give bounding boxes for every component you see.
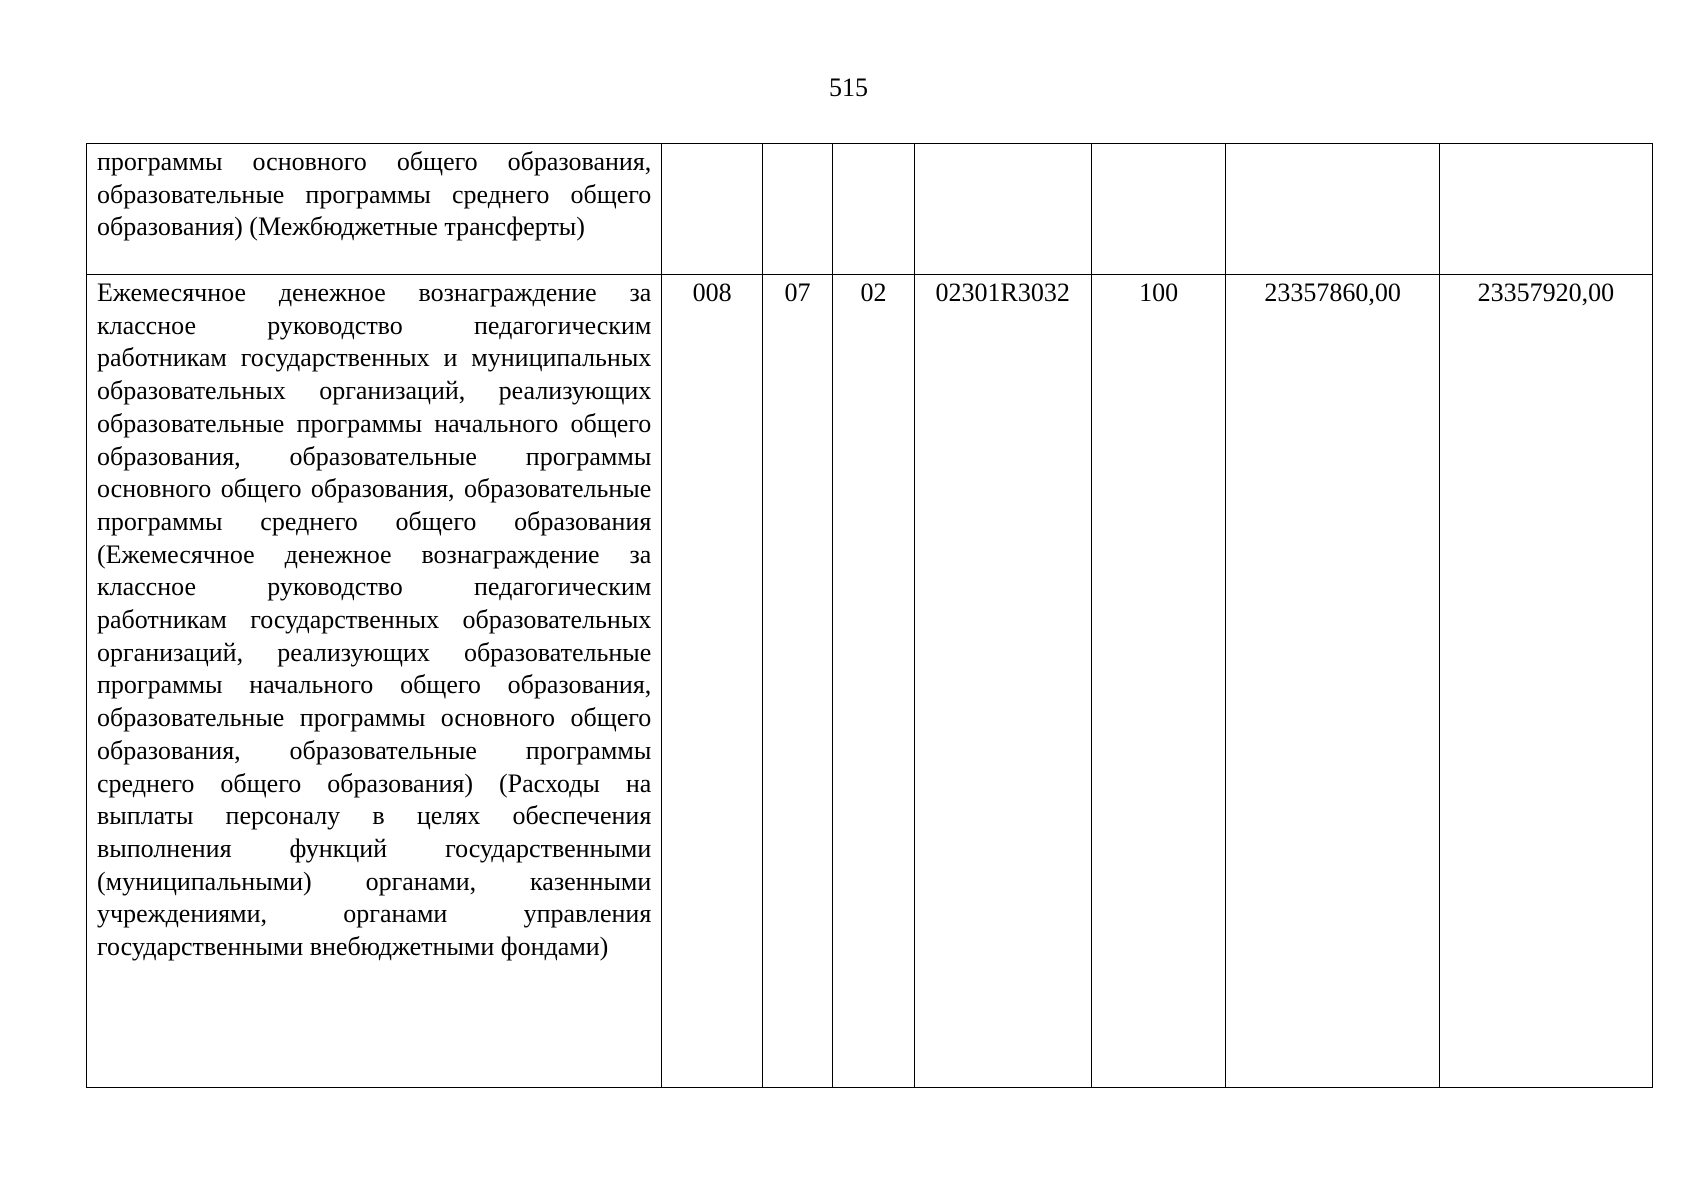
table-row: [87, 275, 1653, 1088]
target-article-cell: 02301R3032: [914, 275, 1091, 1088]
section-code-cell: 07: [762, 275, 832, 1088]
amount-first-year-cell: [1226, 144, 1439, 275]
expense-type-cell: [1091, 144, 1226, 275]
budget-table: [86, 143, 1653, 1088]
subsection-code-cell: 02: [833, 275, 914, 1088]
amount-first-year-cell: 23357860,00: [1226, 275, 1439, 1088]
description-cell: программы основного общего образования, образовательные программы среднего общего образования) (Межбюджетные трансферты): [87, 144, 662, 275]
page-number: 515: [829, 73, 868, 102]
target-article-cell: [914, 144, 1091, 275]
description-cell: Ежемесячное денежное вознаграждение за классное руководство педагогическим работникам государственных и муниципальных образовательных организаций, реализующих образовательные программы начального общего образования, образовательные программы основного общего образования, образовательные программы среднего общего образования (Ежемесячное денежное вознаграждение за классное руководство педагогическим работникам государственных образовательных организаций, реализующих образовательные программы начального общего образования, образовательные программы основного общего образования, образовательные программы среднего общего образования) (Расходы на выплаты персоналу в целях обеспечения выполнения функций государственными (муниципальными) органами, казенными учреждениями, органами управления государственными внебюджетными фондами): [87, 275, 662, 1088]
amount-second-year-cell: [1439, 144, 1652, 275]
amount-second-year-cell: 23357920,00: [1439, 275, 1652, 1088]
table-row: [87, 144, 1653, 275]
ministry-code-cell: [662, 144, 763, 275]
section-code-cell: [762, 144, 832, 275]
ministry-code-cell: 008: [662, 275, 763, 1088]
expense-type-cell: 100: [1091, 275, 1226, 1088]
subsection-code-cell: [833, 144, 914, 275]
